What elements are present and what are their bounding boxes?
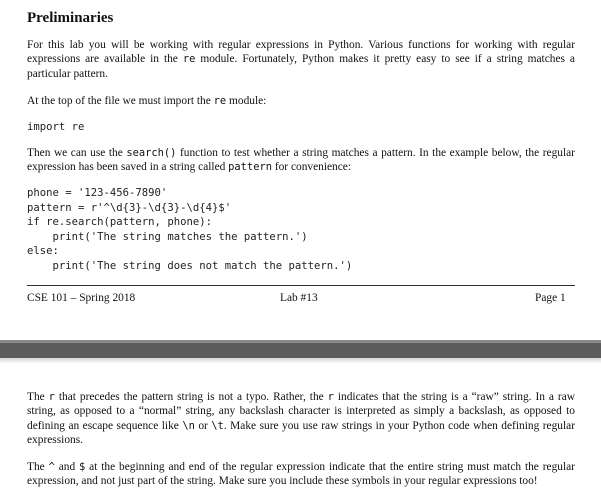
inline-code: re <box>213 95 227 107</box>
text: Then we can use the <box>27 147 127 159</box>
raw-string-paragraph <box>27 390 575 447</box>
inline-code: search() <box>126 147 177 159</box>
import-code: import re <box>27 121 85 133</box>
text: indicates that the string is a “raw” string. In a raw string, as opposed to a “normal” string, any backslash character is interpreted as simply a backslash, as opposed to defining an escape sequence like <box>27 391 575 432</box>
example-code-block <box>27 186 352 274</box>
text: that precedes the pattern string is not a typo. Rather, the <box>54 391 328 403</box>
code-line: if re.search(pattern, phone): <box>27 216 212 229</box>
intro-paragraph <box>27 38 575 81</box>
page-separator <box>0 340 601 358</box>
text: module: <box>226 95 267 107</box>
text: . Make sure you use raw strings in your Python code when defining regular expressions. <box>27 419 575 446</box>
text: and <box>54 461 80 473</box>
document-page-2 <box>0 364 601 503</box>
text: For this lab you will be working with regular expressions in Python. Various functions for working with regular expressions are available in the <box>27 39 575 66</box>
footer-page-number: Page 1 <box>535 292 566 304</box>
text: The <box>27 391 49 403</box>
inline-code: pattern <box>228 161 272 174</box>
section-heading: Preliminaries <box>27 10 114 26</box>
footer-rule <box>27 285 575 286</box>
text: At the top of the file we must import the <box>27 95 214 107</box>
text: or <box>194 419 212 432</box>
text: module. Fortunately, Python makes it pretty easy to see if a string matches a particular pattern. <box>27 53 575 80</box>
footer-course: CSE 101 – Spring 2018 <box>27 292 136 304</box>
code-line: else: <box>27 245 59 258</box>
inline-code: \n <box>182 419 195 432</box>
import-paragraph <box>27 94 575 108</box>
text: at the beginning and end of the regular expression indicate that the entire string must match the regular expression, and not just part of the string. Make sure you include these symbols in your regular expressions too! <box>27 461 575 488</box>
inline-code: $ <box>79 461 86 473</box>
code-line: print('The string matches the pattern.') <box>27 230 308 243</box>
inline-code: \t <box>211 419 224 432</box>
inline-code: ^ <box>48 461 55 473</box>
inline-code: re <box>182 53 196 66</box>
search-paragraph <box>27 146 575 175</box>
code-line: print('The string does not match the pattern.') <box>27 259 353 272</box>
code-line: pattern = r'^\d{3}-\d{3}-\d{4}$' <box>27 201 232 214</box>
inline-code: r <box>48 391 55 403</box>
text: for convenience: <box>271 161 352 174</box>
footer-lab: Lab #13 <box>280 292 318 304</box>
text: The <box>27 461 49 473</box>
code-line: phone = '123-456-7890' <box>27 187 168 199</box>
text: function to test whether a string matches a pattern. In the example below, the regular expression has been saved in a string called <box>27 147 575 174</box>
anchor-paragraph <box>27 460 575 489</box>
inline-code: r <box>327 391 334 403</box>
